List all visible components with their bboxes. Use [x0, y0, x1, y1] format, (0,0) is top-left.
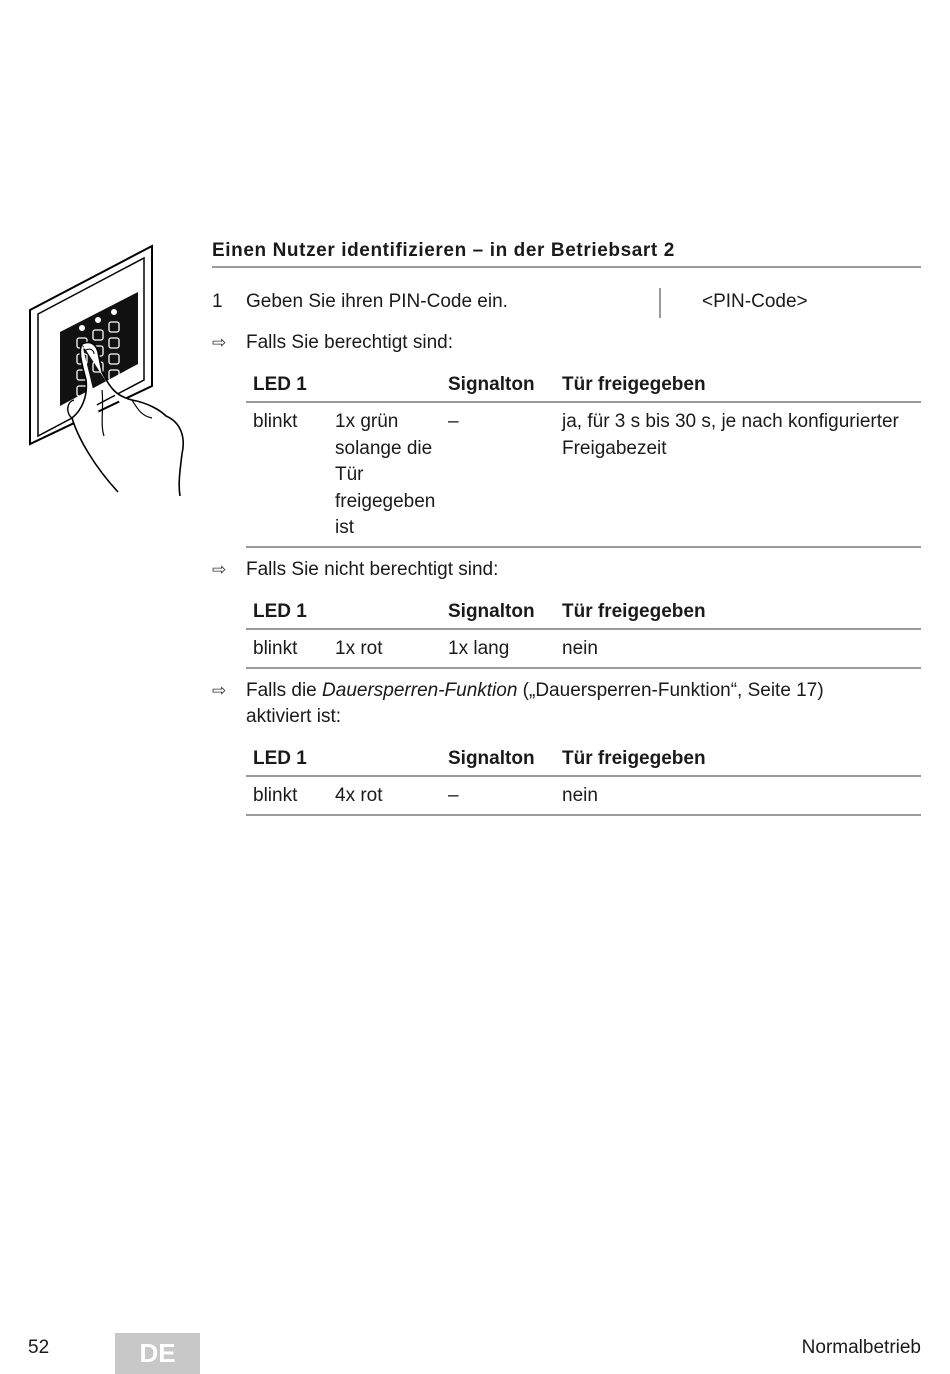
- intro-text-pre: Falls die: [246, 680, 323, 701]
- header-led: LED 1: [246, 593, 328, 629]
- table-row: [246, 776, 921, 815]
- cell-door: ja, für 3 s bis 30 s, je nach konfigurierter Freigabezeit: [555, 402, 921, 547]
- page-number: 52: [28, 1337, 50, 1358]
- step-input-code: <PIN-Code>: [702, 291, 808, 312]
- header-door: Tür freigegeben: [555, 740, 921, 776]
- cell-led-detail: 4x rot: [328, 776, 441, 815]
- chapter-title: Normalbetrieb: [801, 1337, 921, 1358]
- result-intro-authorized: Falls Sie berechtigt sind:: [246, 332, 453, 353]
- cell-led-detail: 1x rot: [328, 629, 441, 668]
- table-header-row: [246, 740, 921, 776]
- language-badge: DE: [115, 1333, 200, 1374]
- cell-led: blinkt: [246, 776, 328, 815]
- arrow-right-outline-icon: ⇨: [212, 681, 227, 700]
- table-row: [246, 629, 921, 668]
- section-title: Einen Nutzer identifizieren – in der Betriebsart 2: [212, 240, 921, 268]
- arrow-right-outline-icon: ⇨: [212, 560, 227, 579]
- step-instruction: Geben Sie ihren PIN-Code ein.: [246, 291, 508, 312]
- cell-signal: –: [441, 402, 555, 547]
- step-number: 1: [212, 291, 223, 312]
- header-led-detail: [328, 593, 441, 629]
- cell-led-detail: 1x grün solange die Tür freigegeben ist: [328, 402, 441, 547]
- intro-text-post: („Dauersperren-Funktion“, Seite 17) aktiviert ist:: [246, 680, 824, 727]
- table-header-row: [246, 366, 921, 402]
- cell-door: nein: [555, 629, 921, 668]
- header-signal: Signalton: [441, 366, 555, 402]
- cell-signal: –: [441, 776, 555, 815]
- header-signal: Signalton: [441, 740, 555, 776]
- cell-led: blinkt: [246, 402, 328, 547]
- result-intro-permanent-lock: [246, 678, 866, 730]
- keypad-finger-illustration: [20, 240, 195, 500]
- table-header-row: [246, 593, 921, 629]
- function-link: Dauersperren-Funktion: [322, 680, 518, 701]
- result-intro-unauthorized: Falls Sie nicht berechtigt sind:: [246, 559, 499, 580]
- result-table-permanent-lock: [246, 740, 921, 816]
- cell-signal: 1x lang: [441, 629, 555, 668]
- step-separator: [659, 288, 661, 318]
- cell-door: nein: [555, 776, 921, 815]
- header-door: Tür freigegeben: [555, 366, 921, 402]
- header-signal: Signalton: [441, 593, 555, 629]
- cell-led: blinkt: [246, 629, 328, 668]
- result-table-unauthorized: [246, 593, 921, 669]
- header-led: LED 1: [246, 366, 328, 402]
- header-led-detail: [328, 366, 441, 402]
- header-led-detail: [328, 740, 441, 776]
- header-led: LED 1: [246, 740, 328, 776]
- result-table-authorized: [246, 366, 921, 548]
- header-door: Tür freigegeben: [555, 593, 921, 629]
- arrow-right-outline-icon: ⇨: [212, 333, 227, 352]
- table-row: [246, 402, 921, 547]
